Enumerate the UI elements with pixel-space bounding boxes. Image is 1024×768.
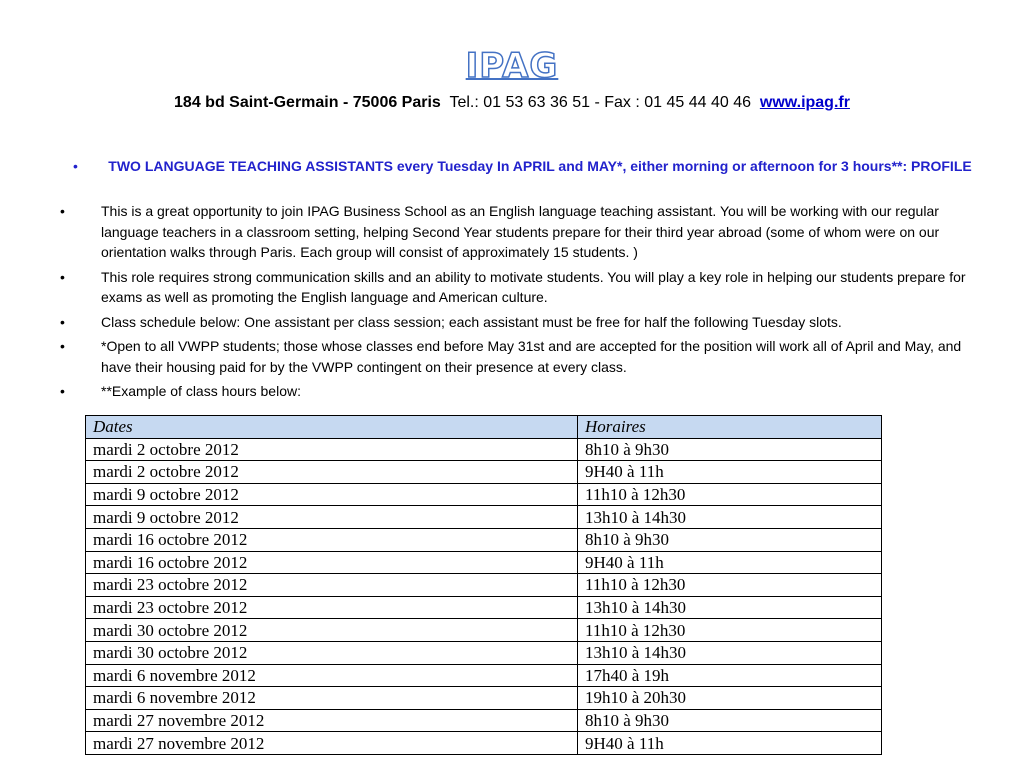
- column-header-dates: Dates: [86, 416, 578, 439]
- list-item: • This is a great opportunity to join IPAG Business School as an English language teaching assistant. You will be working with our regular language teachers in a classroom setting, helping Second Year students prepare for their third year abroad (some of whom were on our orientation walks through Paris. Each group will consist of approximately 15 students. ): [60, 203, 940, 260]
- date-cell: mardi 30 octobre 2012: [86, 619, 578, 642]
- hours-cell: 8h10 à 9h30: [578, 528, 882, 551]
- hours-cell: 13h10 à 14h30: [578, 506, 882, 529]
- date-cell: mardi 27 novembre 2012: [86, 732, 578, 755]
- date-cell: mardi 9 octobre 2012: [86, 483, 578, 506]
- date-cell: mardi 27 novembre 2012: [86, 709, 578, 732]
- table-row: [86, 596, 882, 619]
- schedule-table: [85, 415, 882, 755]
- table-row: [86, 461, 882, 484]
- bullet-text: This is a great opportunity to join IPAG Business School as an English language teaching assistant. You will be working with our regular language teachers in a classroom setting, helping Second Year students prepare for their third year abroad (some of whom were on our orientation walks through Paris. Each group will consist of approximately 15 students. ): [101, 203, 940, 260]
- hours-cell: 19h10 à 20h30: [578, 687, 882, 710]
- list-item: • **Example of class hours below:: [60, 383, 301, 399]
- contact-line: [0, 92, 1024, 114]
- schedule-table-body: [86, 438, 882, 754]
- date-cell: mardi 16 octobre 2012: [86, 528, 578, 551]
- table-row: [86, 551, 882, 574]
- hours-cell: 9H40 à 11h: [578, 732, 882, 755]
- table-row: [86, 438, 882, 461]
- list-item: • *Open to all VWPP students; those whose classes end before May 31st and are accepted for the position will work all of April and May, and have their housing paid for by the VWPP contingent on their presence at every class.: [60, 338, 962, 375]
- date-cell: mardi 23 octobre 2012: [86, 596, 578, 619]
- table-row: [86, 574, 882, 597]
- table-row: [86, 528, 882, 551]
- date-cell: mardi 2 octobre 2012: [86, 438, 578, 461]
- list-item: • This role requires strong communication skills and an ability to motivate students. You will play a key role in helping our students prepare for exams as well as promoting the English language and American culture.: [60, 268, 966, 305]
- page-title: IPAG: [465, 46, 559, 86]
- hours-cell: 8h10 à 9h30: [578, 438, 882, 461]
- list-item: • Class schedule below: One assistant per class session; each assistant must be free for half the following Tuesday slots.: [60, 313, 842, 330]
- date-cell: mardi 23 octobre 2012: [86, 574, 578, 597]
- table-row: [86, 687, 882, 710]
- table-row: [86, 732, 882, 755]
- table-row: [86, 664, 882, 687]
- hours-cell: 8h10 à 9h30: [578, 709, 882, 732]
- hours-cell: 11h10 à 12h30: [578, 619, 882, 642]
- table-row: [86, 709, 882, 732]
- date-cell: mardi 9 octobre 2012: [86, 506, 578, 529]
- headline-bullet: •: [73, 158, 78, 174]
- hours-cell: 9H40 à 11h: [578, 461, 882, 484]
- hours-cell: 9H40 à 11h: [578, 551, 882, 574]
- hours-cell: 17h40 à 19h: [578, 664, 882, 687]
- website-link[interactable]: www.ipag.fr: [759, 94, 850, 111]
- hours-cell: 13h10 à 14h30: [578, 641, 882, 664]
- table-row: [86, 619, 882, 642]
- hours-cell: 11h10 à 12h30: [578, 483, 882, 506]
- date-cell: mardi 30 octobre 2012: [86, 641, 578, 664]
- bullet-text: Class schedule below: One assistant per class session; each assistant must be free for half the following Tuesday slots.: [101, 313, 842, 330]
- info-bullet-list: [60, 201, 972, 406]
- bullet-text: **Example of class hours below:: [101, 383, 301, 399]
- date-cell: mardi 2 octobre 2012: [86, 461, 578, 484]
- table-row: [86, 641, 882, 664]
- bullet-text: *Open to all VWPP students; those whose classes end before May 31st and are accepted for the position will work all of April and May, and have their housing paid for by the VWPP contingent on their presence at every class.: [101, 338, 962, 375]
- date-cell: mardi 6 novembre 2012: [86, 687, 578, 710]
- headline-text: TWO LANGUAGE TEACHING ASSISTANTS every Tuesday In APRIL and MAY*, either morning or afternoon for 3 hours**: PROFILE: [108, 158, 972, 174]
- phone-fax-text: Tel.: 01 53 63 36 51 - Fax : 01 45 44 40 46: [449, 94, 751, 111]
- hours-cell: 13h10 à 14h30: [578, 596, 882, 619]
- bullet-text: This role requires strong communication skills and an ability to motivate students. You will play a key role in helping our students prepare for exams as well as promoting the English language and American culture.: [101, 268, 966, 305]
- date-cell: mardi 16 octobre 2012: [86, 551, 578, 574]
- table-header-row: [86, 416, 882, 439]
- table-row: [86, 483, 882, 506]
- address-text: 184 bd Saint-Germain - 75006 Paris: [174, 94, 441, 111]
- date-cell: mardi 6 novembre 2012: [86, 664, 578, 687]
- table-row: [86, 506, 882, 529]
- hours-cell: 11h10 à 12h30: [578, 574, 882, 597]
- column-header-horaires: Horaires: [578, 416, 882, 439]
